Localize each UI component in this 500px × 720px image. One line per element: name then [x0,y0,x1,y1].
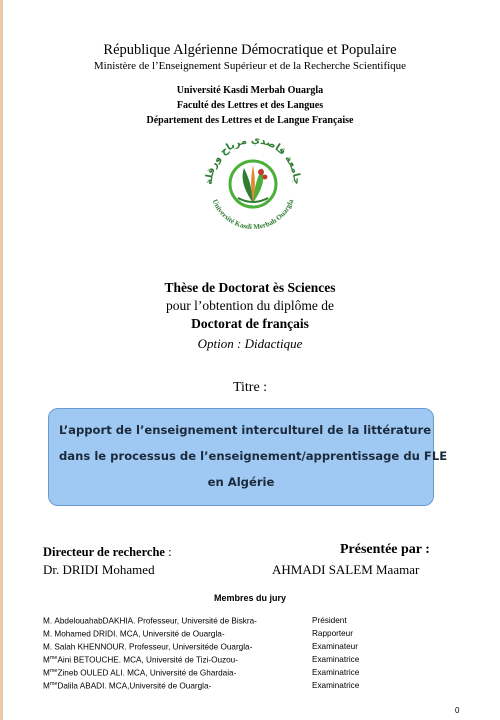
jury-role: Rapporteur [312,629,353,638]
jury-member: $M^{me}Zineb$ OULED ALI. MCA, Université de Ghardaia- [43,668,237,678]
logo-latin-text: Université Kasdi Merbah Ouargla [210,198,296,232]
presenter-label: Présentée par : [340,542,430,557]
director-label [43,545,172,560]
director-label-text: Directeur de recherche [43,545,165,559]
director-label-colon: : [164,545,172,559]
department-name: Département des Lettres et de Langue Française [146,115,354,126]
jury-role: Examinatrice [312,668,360,677]
jury-member: $M^{me}Dalila$ ABADI. MCA,Université de Ouargla- [43,681,212,691]
university-name: Université Kasdi Merbah Ouargla [176,85,324,96]
page-number: 0 [455,706,460,715]
faculty-name: Faculté des Lettres et des Langues [176,100,324,111]
thesis-title-line: dans le processus de l’enseignement/apprentissage du FLE [59,449,448,463]
title-label: Titre : [232,380,268,395]
thesis-title-line: en Algérie [207,475,275,489]
jury-role: Examinateur [312,642,358,651]
university-logo [198,128,308,236]
jury-role: Président [312,616,347,625]
logo-arabic-text: جامعة قاصدي مرباح ورقلة [203,134,303,186]
thesis-title-box [48,408,448,506]
ministry-heading: Ministère de l’Enseignement Supérieur et de la Recherche Scientifique [93,60,407,72]
presenter-name: AHMADI SALEM Maamar [272,562,420,577]
director-name: Dr. DRIDI Mohamed [43,562,155,577]
jury-member: M. Mohamed DRIDI. MCA, Université de Ouargla- [43,629,225,639]
republic-heading: République Algérienne Démocratique et Populaire [103,42,397,58]
jury-role: Examinatrice [312,655,360,664]
thesis-degree: Thèse de Doctorat ès Sciences [164,280,336,295]
thesis-diploma: Doctorat de français [191,316,309,331]
thesis-purpose: pour l’obtention du diplôme de [166,298,334,313]
jury-member: M. AbdelouahabDAKHIA. Professeur, Université de Biskra- [43,616,257,626]
jury-title: Membres du jury [213,593,287,603]
jury-member: M. Salah KHENNOUR. Professeur, Universitéde Ouargla- [43,642,253,652]
jury-member: $M^{me}Aini$ BETOUCHE. MCA, Université de Tizi-Ouzou- [43,655,238,665]
thesis-title-line: L’apport de l’enseignement interculturel de la littérature [59,423,432,437]
thesis-option: Option : Didactique [197,336,303,351]
jury-role: Examinatrice [312,681,360,690]
